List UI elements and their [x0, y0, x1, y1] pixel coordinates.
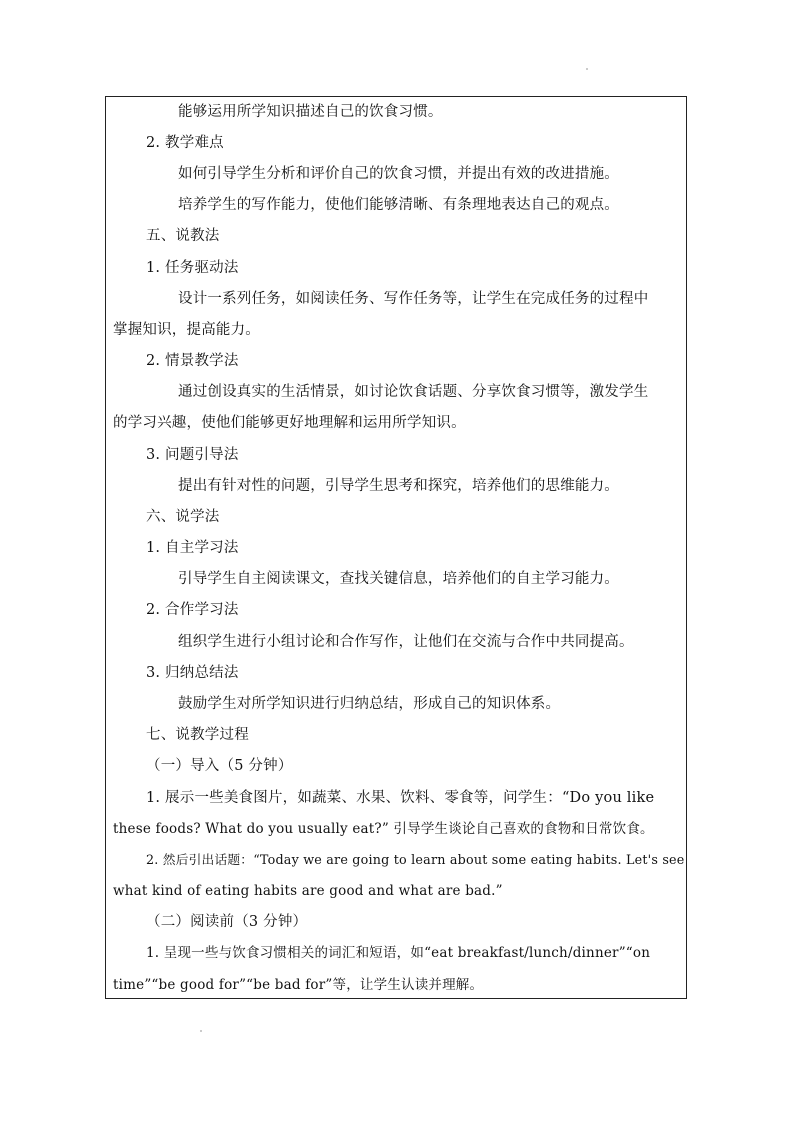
section-heading: 2. 情景教学法: [146, 353, 239, 369]
text-line: 设计一系列任务，如阅读任务、写作任务等，让学生在完成任务的过程中: [178, 291, 649, 307]
subsection-heading: （一）导入（5 分钟）: [146, 758, 293, 774]
chapter-heading: 六、说学法: [146, 509, 220, 525]
text-line: 1. 呈现一些与饮食习惯相关的词汇和短语，如“eat breakfast/lunch/dinner”“on: [146, 945, 651, 961]
text-line: 1. 展示一些美食图片，如蔬菜、水果、饮料、零食等，问学生：“Do you like: [146, 790, 655, 806]
section-heading: 1. 任务驱动法: [146, 260, 239, 276]
scan-speck: [586, 68, 588, 70]
text-line: 鼓励学生对所学知识进行归纳总结，形成自己的知识体系。: [178, 696, 561, 712]
text-line: 组织学生进行小组讨论和合作写作，让他们在交流与合作中共同提高。: [178, 634, 634, 650]
text-line: 引导学生自主阅读课文，查找关键信息，培养他们的自主学习能力。: [178, 571, 619, 587]
chapter-heading: 五、说教法: [146, 228, 220, 244]
section-heading: 2. 合作学习法: [146, 602, 239, 618]
section-heading: 3. 归纳总结法: [146, 665, 239, 681]
text-line: 提出有针对性的问题，引导学生思考和探究，培养他们的思维能力。: [178, 478, 619, 494]
text-line: these foods? What do you usually eat?” 引导学生谈论自己喜欢的食物和日常饮食。: [113, 821, 654, 837]
section-heading: 1. 自主学习法: [146, 540, 239, 556]
text-line: 如何引导学生分析和评价自己的饮食习惯，并提出有效的改进措施。: [178, 166, 619, 182]
text-line: 2. 然后引出话题：“Today we are going to learn about some eating habits. Let's see: [146, 852, 685, 867]
text-line: 培养学生的写作能力，使他们能够清晰、有条理地表达自己的观点。: [178, 197, 619, 213]
text-line: 通过创设真实的生活情景，如讨论饮食话题、分享饮食习惯等，激发学生: [178, 384, 649, 400]
text-line: 能够运用所学知识描述自己的饮食习惯。: [178, 104, 443, 120]
chapter-heading: 七、说教学过程: [146, 727, 249, 743]
section-heading: 3. 问题引导法: [146, 447, 239, 463]
text-line: time”“be good for”“be bad for”等，让学生认读并理解。: [113, 977, 484, 993]
text-line: what kind of eating habits are good and what are bad.”: [113, 883, 503, 899]
scan-speck: [200, 1030, 202, 1032]
text-line: 掌握知识，提高能力。: [113, 322, 260, 338]
subsection-heading: （二）阅读前（3 分钟）: [146, 914, 308, 930]
text-line: 的学习兴趣，使他们能够更好地理解和运用所学知识。: [113, 415, 466, 431]
section-heading: 2. 教学难点: [146, 135, 224, 151]
